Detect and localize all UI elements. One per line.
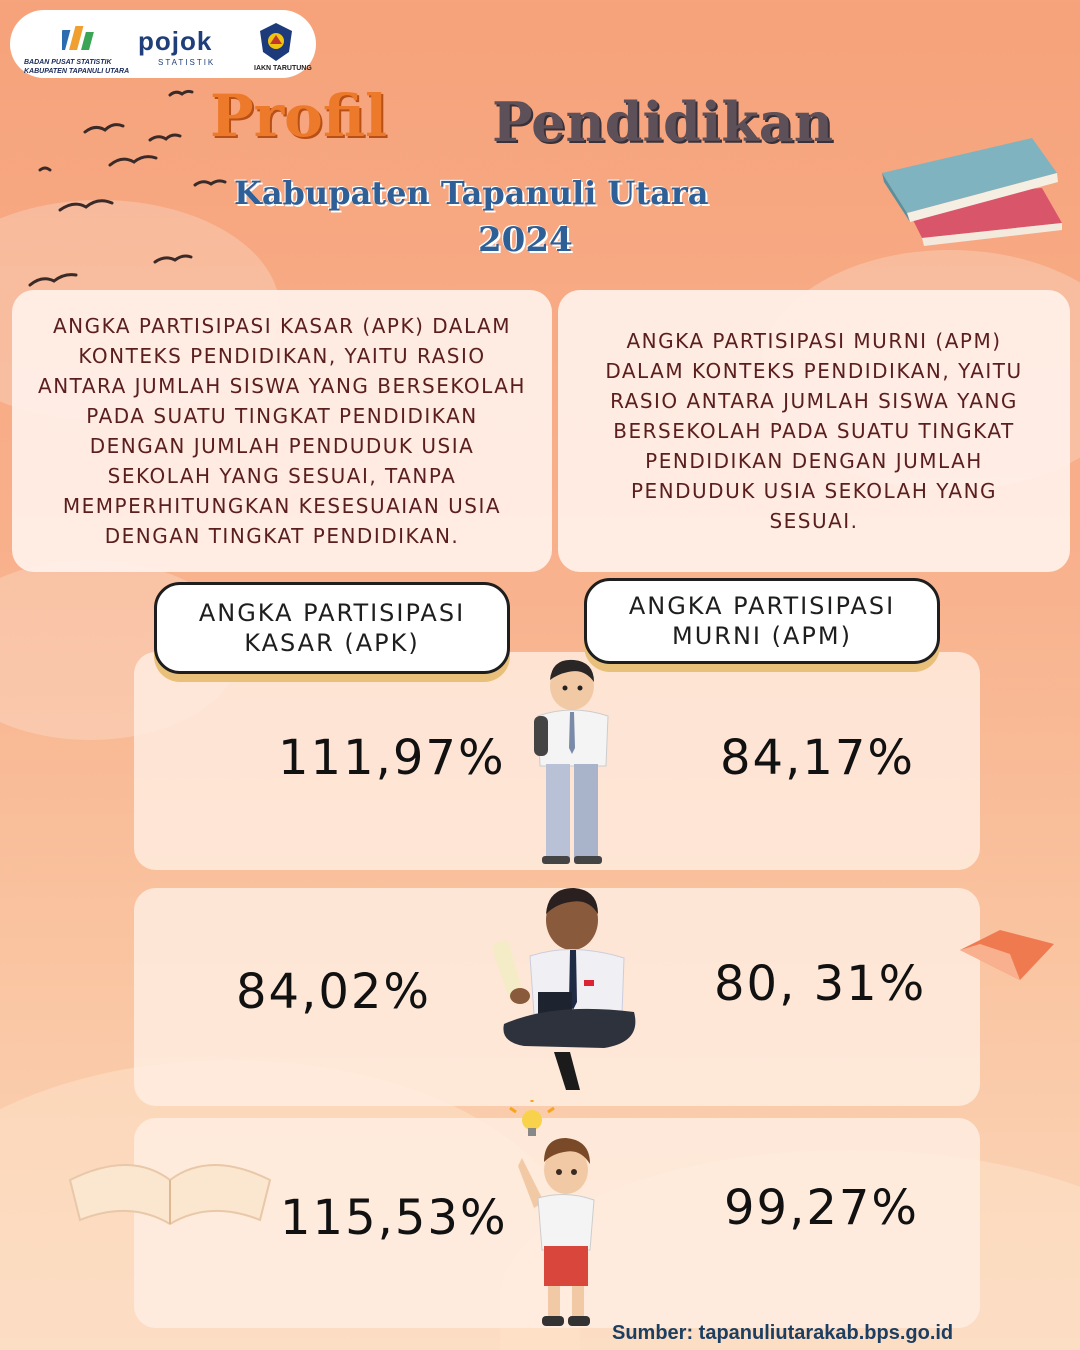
student-idea-illustration bbox=[504, 1100, 600, 1330]
apk-definition: ANGKA PARTISIPASI KASAR (APK) DALAM KONTEKS PENDIDIKAN, YAITU RASIO ANTARA JUMLAH SISWA YANG BERSEKOLAH PADA SUATU TINGKAT PENDIDIKAN DENGAN JUMLAH PENDUDUK USIA SEKOLAH YANG SESUAI, TANPA MEMPERHITUNGKAN KESESUAIAN USIA DENGAN TINGKAT PENDIDIKAN. bbox=[12, 290, 552, 572]
paper-book-icon bbox=[950, 920, 1060, 990]
apk-value-row1: 111,97% bbox=[278, 730, 506, 786]
student-standing-illustration bbox=[528, 656, 618, 868]
apm-value-row1: 84,17% bbox=[720, 730, 916, 786]
title-year: 2024 bbox=[478, 220, 573, 260]
title-region: Kabupaten Tapanuli Utara bbox=[234, 174, 709, 212]
apm-column-header: ANGKA PARTISIPASI MURNI (APM) bbox=[584, 578, 940, 664]
apk-value-row2: 84,02% bbox=[236, 964, 432, 1020]
books-icon bbox=[872, 118, 1072, 258]
apm-value-row2: 80, 31% bbox=[714, 956, 927, 1012]
title-word-profil: Profil bbox=[210, 82, 388, 150]
open-book-icon bbox=[60, 1120, 280, 1230]
source-credit: Sumber: tapanuliutarakab.bps.go.id bbox=[612, 1322, 954, 1344]
bps-name: BADAN PUSAT STATISTIK KABUPATEN TAPANULI UTARA bbox=[24, 59, 130, 75]
apm-definition: ANGKA PARTISIPASI MURNI (APM) DALAM KONTEKS PENDIDIKAN, YAITU RASIO ANTARA JUMLAH SISWA YANG BERSEKOLAH PADA SUATU TINGKAT PENDIDIKAN DENGAN JUMLAH PENDUDUK USIA SEKOLAH YANG SESUAI. bbox=[558, 290, 1070, 572]
student-sitting-illustration bbox=[494, 884, 644, 1090]
title-word-pendidikan: Pendidikan bbox=[492, 90, 833, 154]
apk-column-header: ANGKA PARTISIPASI KASAR (APK) bbox=[154, 582, 510, 674]
pojok-logo-text: pojok bbox=[138, 26, 213, 56]
bps-logo-icon bbox=[62, 24, 102, 56]
iakn-seal-icon bbox=[258, 22, 294, 62]
apm-value-row3: 99,27% bbox=[724, 1180, 920, 1236]
logo-bar bbox=[10, 10, 316, 78]
pojok-subtitle: STATISTIK bbox=[158, 58, 216, 67]
iakn-name: IAKN TARUTUNG bbox=[254, 65, 312, 72]
apk-value-row3: 115,53% bbox=[280, 1190, 508, 1246]
